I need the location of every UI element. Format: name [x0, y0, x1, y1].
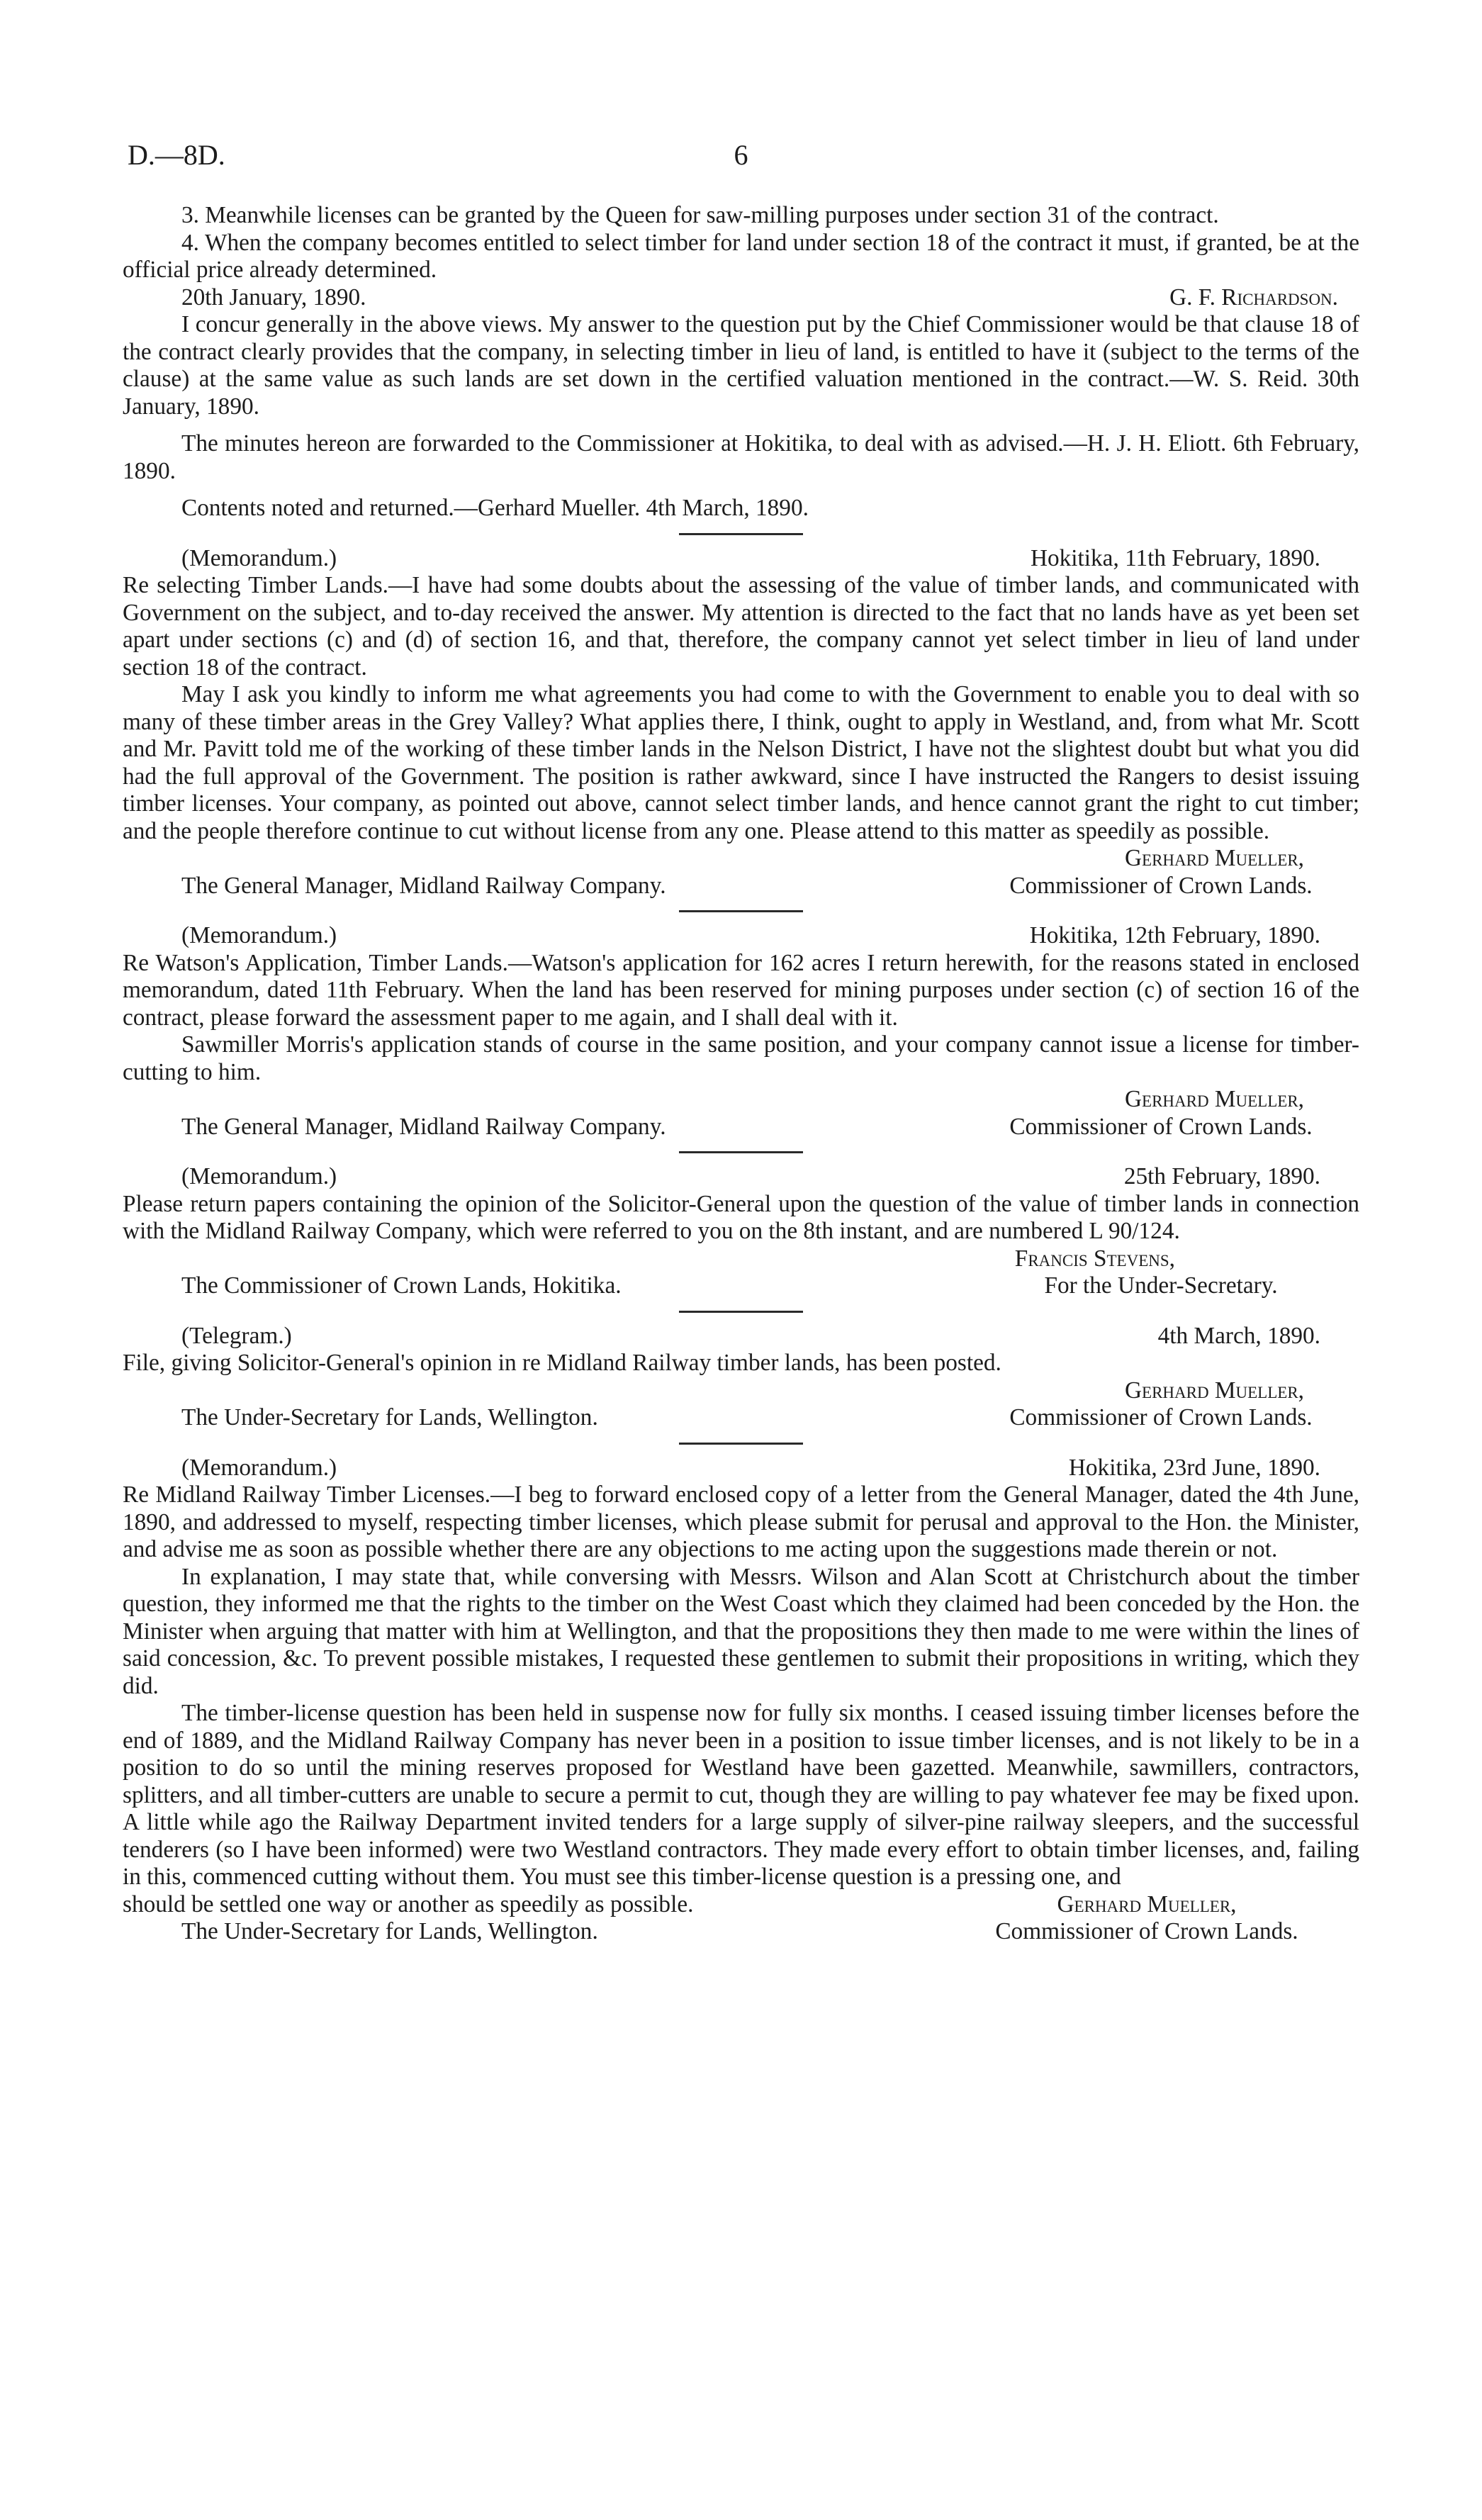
- section-divider: [679, 1151, 803, 1153]
- memo-paragraph: Re Watson's Application, Timber Lands.—Watson's application for 162 acres I return herewith, for the reasons stated in enclosed memorandum, dated 11th February. When the land has been reserved for mining purposes under section (c) of section 16 of the contract, please forward the assessment paper to me again, and I shall deal with it.: [123, 949, 1359, 1031]
- memorandum: [123, 545, 1359, 900]
- date: 20th January, 1890.: [181, 284, 366, 310]
- memo-signer: Gerhard Mueller,: [1057, 1891, 1237, 1917]
- page-body: [123, 202, 1359, 1946]
- memo-addressee: The Under-Secretary for Lands, Wellington.: [181, 1404, 598, 1430]
- memo-paragraph: Re Midland Railway Timber Licenses.—I beg to forward enclosed copy of a letter from the General Manager, dated the 4th June, 1890, and addressed to myself, respecting timber licenses, which please submit for perusal and approval to the Hon. the Minister, and advise me as soon as possible whether there are any objections to me acting upon the suggestions made therein or not.: [123, 1482, 1359, 1562]
- memo-paragraph: Please return papers containing the opinion of the Solicitor-General upon the question of the value of timber lands in connection with the Midland Railway Company, which were referred to you on the 8th instant, and are numbered L 90/124.: [123, 1190, 1359, 1244]
- memo-addressee: The General Manager, Midland Railway Company.: [181, 1113, 666, 1140]
- memo-paragraph: In explanation, I may state that, while conversing with Messrs. Wilson and Alan Scott at Christchurch about the timber question, they informed me that the rights to the timber on the West Coast which they claimed had been conceded by the Hon. the Minister when arguing that matter with him at Wellington, and that the propositions they then made to me were within the lines of said concession, &c. To prevent possible mistakes, I requested these gentlemen to submit their propositions in writing, which they did.: [123, 1563, 1359, 1699]
- memorandum: [123, 922, 1359, 1141]
- paragraph: I concur generally in the above views. My answer to the question put by the Chief Commissioner would be that clause 18 of the contract clearly provides that the company, in selecting timber in lieu of land, is entitled to have it (subject to the terms of the clause) at the same value as such lands are set down in the certified valuation mentioned in the contract.—W. S. Reid. 30th January, 1890.: [123, 311, 1359, 420]
- document-reference: D.—8D.: [128, 139, 225, 171]
- memo-signer: Francis Stevens,: [1014, 1245, 1175, 1272]
- memo-type: (Memorandum.): [181, 544, 337, 571]
- memo-type: (Memorandum.): [181, 1163, 337, 1189]
- memo-signer-title: Commissioner of Crown Lands.: [1009, 1404, 1313, 1430]
- memo-addressee: The Commissioner of Crown Lands, Hokitika.: [181, 1272, 622, 1299]
- memo-signer-title: Commissioner of Crown Lands.: [1009, 872, 1313, 899]
- memorandum: [123, 1163, 1359, 1300]
- signature-line: [123, 284, 1359, 312]
- memo-type: (Memorandum.): [181, 922, 337, 948]
- signatory: G. F. Richardson.: [1169, 284, 1338, 310]
- section-divider: [679, 1443, 803, 1445]
- memo-closing-line: should be settled one way or another as speedily as possible.: [123, 1891, 694, 1917]
- memo-signer-title: Commissioner of Crown Lands.: [995, 1918, 1298, 1944]
- memo-type: (Memorandum.): [181, 1454, 337, 1481]
- memo-addressee: The General Manager, Midland Railway Company.: [181, 872, 666, 899]
- memo-signer-title: For the Under-Secretary.: [1044, 1272, 1278, 1299]
- memo-place-date: Hokitika, 23rd June, 1890.: [1068, 1454, 1320, 1481]
- paragraph: The minutes hereon are forwarded to the Commissioner at Hokitika, to deal with as advised.—H. J. H. Eliott. 6th February, 1890.: [123, 430, 1359, 484]
- telegram: [123, 1323, 1359, 1432]
- memo-paragraph: Re selecting Timber Lands.—I have had some doubts about the assessing of the value of timber lands, and communicated with Government on the subject, and to-day received the answer. My attention is directed to the fact that no lands have as yet been set apart under sections (c) and (d) of section 16, and that, therefore, the company cannot yet select timber in lieu of land under section 18 of the contract.: [123, 572, 1359, 681]
- memo-place-date: Hokitika, 11th February, 1890.: [1030, 544, 1320, 571]
- memo-addressee: The Under-Secretary for Lands, Wellington.: [181, 1918, 598, 1944]
- paragraph: 3. Meanwhile licenses can be granted by the Queen for saw-milling purposes under section 31 of the contract.: [181, 202, 1219, 228]
- page-number: 6: [734, 139, 748, 171]
- paragraph: 4. When the company becomes entitled to select timber for land under section 18 of the contract it must, if granted, be at the official price already determined.: [123, 229, 1359, 283]
- memo-signer-title: Commissioner of Crown Lands.: [1009, 1113, 1313, 1140]
- memo-paragraph: Sawmiller Morris's application stands of course in the same position, and your company cannot issue a license for timber-cutting to him.: [123, 1031, 1359, 1085]
- memo-signer: Gerhard Mueller,: [1124, 1377, 1304, 1404]
- memo-paragraph: The timber-license question has been held in suspense now for fully six months. I ceased issuing timber licenses before the end of 1889, and the Midland Railway Company has never been in a position to issue timber licenses, and is not likely to be in a position to do so until the mining reserves proposed for Westland have been gazetted. Meanwhile, sawmillers, contractors, splitters, and all timber-cutters are unable to secure a permit to cut, though they are willing to pay whatever fee may be fixed upon. A little while ago the Railway Department invited tenders for a large supply of silver-pine railway sleepers, and the successful tenderers (so I have been informed) were two Westland contractors. They made every effort to obtain timber licenses, and, failing in this, commenced cutting without them. You must see this timber-license question is a pressing one, and: [123, 1700, 1359, 1890]
- memo-place-date: 25th February, 1890.: [1123, 1163, 1320, 1189]
- memo-type: (Telegram.): [181, 1322, 292, 1349]
- memo-paragraph: May I ask you kindly to inform me what agreements you had come to with the Government to enable you to deal with so many of these timber areas in the Grey Valley? What applies there, I think, ought to apply in Westland, and, from what Mr. Scott and Mr. Pavitt told me of the working of these timber lands in the Nelson District, I have not the slightest doubt but what you did had the full approval of the Government. The position is rather awkward, since I have instructed the Rangers to desist issuing timber licenses. Your company, as pointed out above, cannot select timber lands, and hence cannot grant the right to cut timber; and the people therefore continue to cut without license from any one. Please attend to this matter as speedily as possible.: [123, 681, 1359, 844]
- memo-place-date: Hokitika, 12th February, 1890.: [1029, 922, 1320, 948]
- memo-signer: Gerhard Mueller,: [1124, 845, 1304, 871]
- memo-place-date: 4th March, 1890.: [1157, 1322, 1320, 1349]
- page-header: [128, 138, 1354, 181]
- memo-paragraph: File, giving Solicitor-General's opinion in re Midland Railway timber lands, has been posted.: [123, 1350, 1001, 1376]
- memo-signer: Gerhard Mueller,: [1124, 1086, 1304, 1112]
- section-divider: [679, 1311, 803, 1313]
- section-divider: [679, 910, 803, 912]
- paragraph: Contents noted and returned.—Gerhard Mueller. 4th March, 1890.: [181, 495, 809, 521]
- section-divider: [679, 533, 803, 535]
- memorandum: [123, 1455, 1359, 1946]
